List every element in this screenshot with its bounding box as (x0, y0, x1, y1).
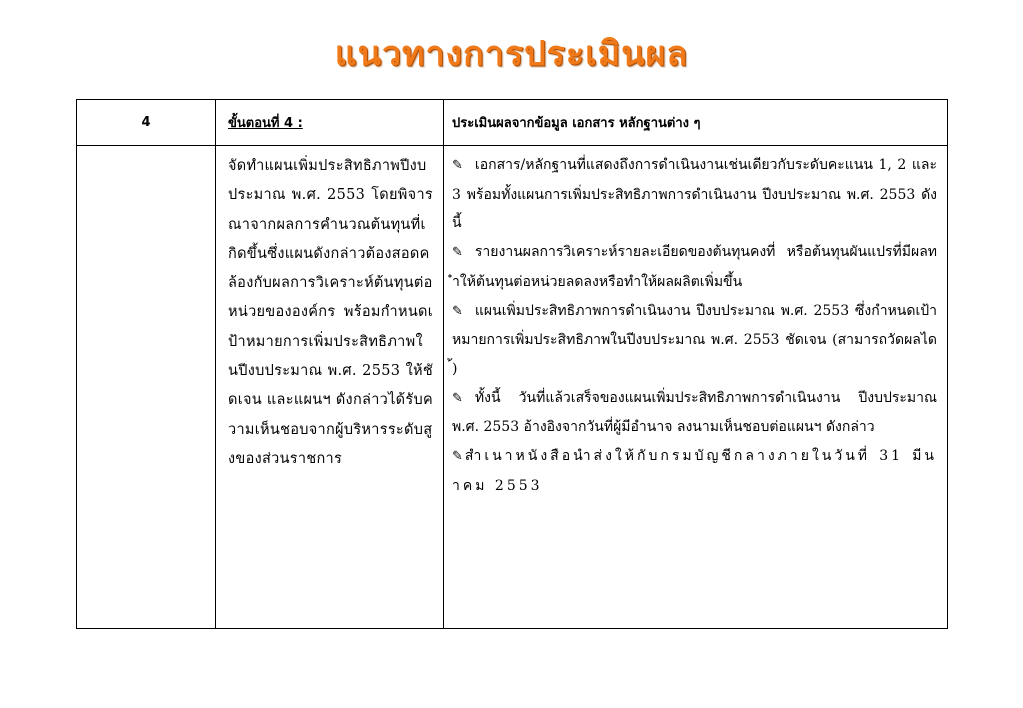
pencil-icon: ✎ (452, 245, 463, 261)
step-label-cell (216, 100, 444, 146)
assessment-table (76, 99, 948, 629)
evidence-item (452, 442, 937, 500)
pencil-icon: ✎ (452, 390, 463, 406)
description-text: จัดทำแผนเพิ่มประสิทธิภาพปีงบประมาณ พ.ศ. 2553 โดยพิจารณาจากผลการคำนวณต้นทุนที่เกิดขึ้นซึ่งแผนดังกล่าวต้องสอดคล้องกับผลการวิเคราะห์ต้นทุนต่อหน่วยขององค์กร พร้อมกำหนดเป้าหมายการเพิ่มประสิทธิภาพในปีงบประมาณ พ.ศ. 2553 ให้ชัดเจน และแผนฯ ดังกล่าวได้รับความเห็นชอบจากผู้บริหารระดับสูงของส่วนราชการ (228, 158, 433, 467)
evidence-cell (444, 146, 948, 629)
evidence-item (452, 151, 937, 238)
evidence-text: แผนเพิ่มประสิทธิภาพการดำเนินงาน ปีงบประมาณ พ.ศ. 2553 ซึ่งกำหนดเป้าหมายการเพิ่มประสิทธิภาพในปีงบประมาณ พ.ศ. 2553 ชัดเจน (สามารถวัดผลได้) (452, 302, 937, 377)
step-number: 4 (77, 100, 216, 146)
table-header-row (77, 100, 948, 146)
evidence-item (452, 297, 937, 384)
step-label: ขั้นตอนที่ 4 (228, 116, 294, 131)
pencil-icon: ✎ (452, 303, 463, 319)
page-title: แนวทางการประเมินผล (334, 34, 689, 74)
evidence-text: รายงานผลการวิเคราะห์รายละเอียดของต้นทุนคงที่ หรือต้นทุนผันแปรที่มีผลทำให้ต้นทุนต่อหน่วยลดลงหรือทำให้ผลผลิตเพิ่มขึ้น (452, 244, 937, 290)
pencil-icon: ✎ (452, 158, 463, 173)
empty-cell (77, 146, 216, 629)
evidence-item (452, 238, 937, 296)
evidence-item (452, 384, 937, 442)
table-body-row (77, 146, 948, 629)
pencil-icon: ✎ (452, 449, 463, 465)
evidence-text: ทั้งนี้ วันที่แล้วเสร็จของแผนเพิ่มประสิทธิภาพการดำเนินงาน ปีงบประมาณ พ.ศ. 2553 อ้างอิงจากวันที่ผู้มีอำนาจ ลงนามเห็นชอบต่อแผนฯ ดังกล่าว (452, 389, 937, 436)
evidence-text: เอกสาร/หลักฐานที่แสดงถึงการดำเนินงานเช่นเดียวกับระดับคะแนน 1, 2 และ 3 พร้อมทั้งแผนการเพิ่มประสิทธิภาพการดำเนินงาน ปีงบประมาณ พ.ศ. 2553 ดังนี้ (452, 157, 937, 232)
description-cell (216, 146, 444, 629)
step-heading: ประเมินผลจากข้อมูล เอกสาร หลักฐานต่าง ๆ (444, 100, 948, 146)
step-label-colon: : (293, 116, 303, 131)
evidence-text: สำเนาหนังสือนำส่งให้กับกรมบัญชีกลางภายในวันที่ 31 มีนาคม 2553 (452, 448, 937, 494)
